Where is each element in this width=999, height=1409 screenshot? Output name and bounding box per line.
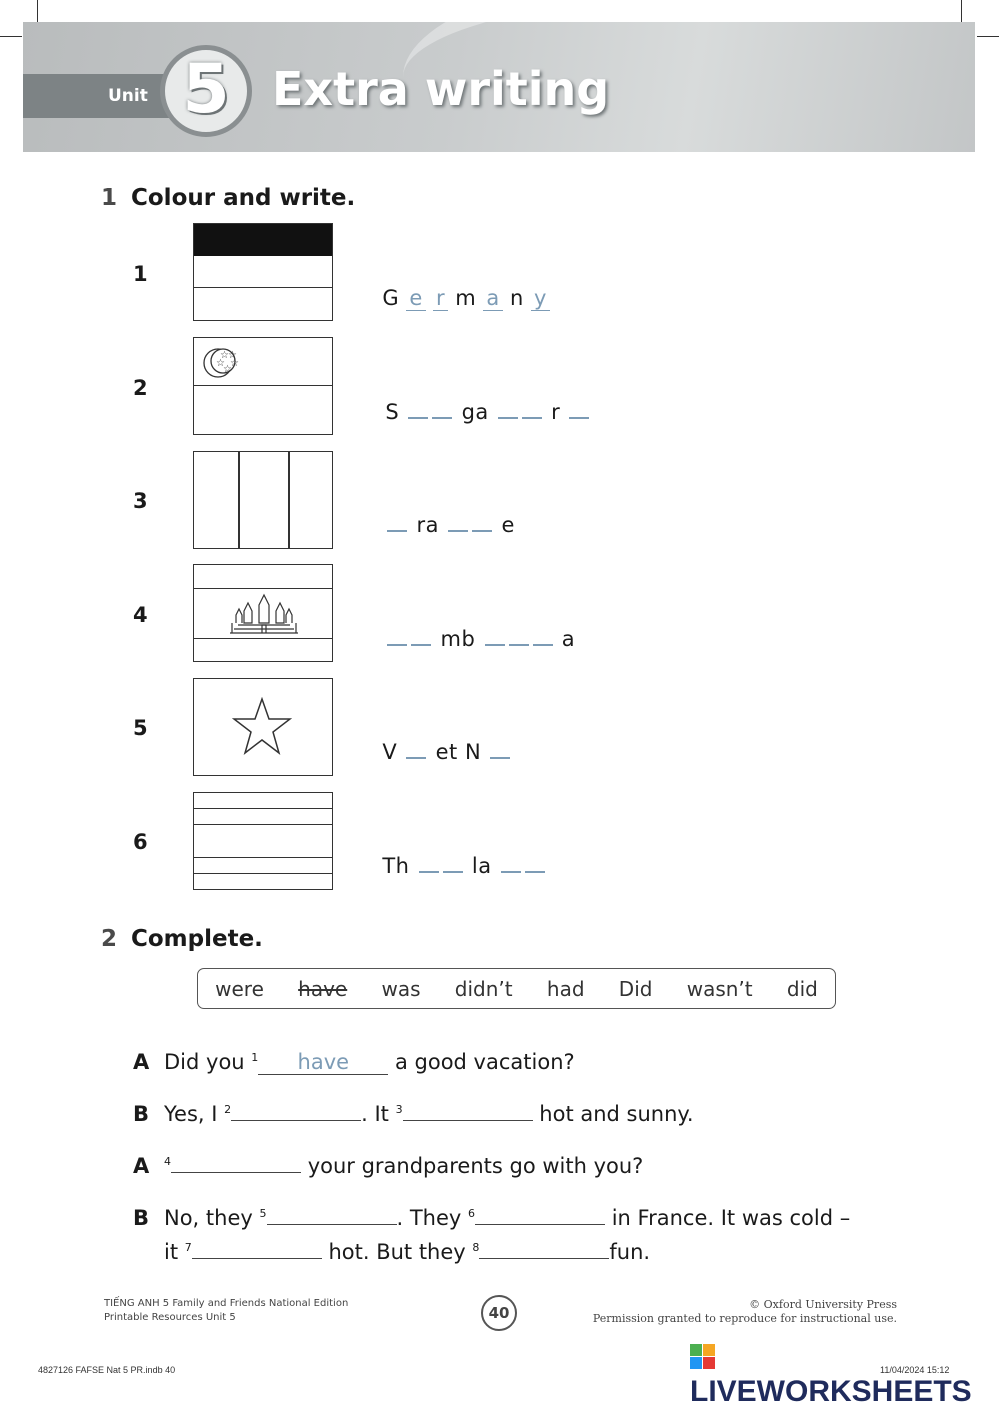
liveworksheets-icon [690,1344,716,1370]
blank[interactable] [448,526,468,532]
answer-input[interactable] [192,1240,322,1259]
letter: et N [435,740,482,764]
footer-line: Permission granted to reproduce for instructional use. [592,1312,897,1325]
answer-input[interactable] [231,1102,361,1121]
svg-text:☆: ☆ [220,350,229,361]
letter: V [382,740,398,764]
word-bank-item: had [546,976,585,1001]
liveworksheets-logo[interactable] [690,1341,999,1409]
letter: mb [440,627,476,651]
germany-flag[interactable] [193,223,333,321]
answer-letter[interactable]: a [483,286,502,311]
section-instruction: Colour and write. [131,185,356,211]
blank[interactable] [387,526,407,532]
answer-input[interactable] [267,1206,397,1225]
dialogue-text: . It [361,1102,389,1126]
blank[interactable] [472,526,492,532]
page-title: Extra writing [272,62,610,116]
letter: ra [416,513,440,537]
blank[interactable] [432,413,452,419]
blank[interactable] [490,753,510,759]
blank[interactable] [406,753,426,759]
word-bank-item: wasn’t [686,976,753,1001]
speaker-label: B [133,1102,150,1126]
gap-number: 1 [251,1051,259,1064]
footer-line: Printable Resources Unit 5 [104,1312,236,1323]
gap-number: 4 [164,1155,171,1168]
blank[interactable] [443,867,463,873]
vietnam-flag[interactable] [193,678,333,776]
footer-line: © Oxford University Press [749,1298,897,1311]
word-singapore [371,376,591,424]
gap-number: 3 [395,1103,403,1116]
blank[interactable] [419,867,439,873]
gap-number: 6 [468,1207,476,1220]
answer-input[interactable] [171,1154,301,1173]
gap-number: 7 [184,1241,192,1254]
answer-input[interactable] [475,1206,605,1225]
dialogue-line [164,1240,650,1264]
thailand-flag[interactable] [193,792,333,890]
svg-text:☆: ☆ [230,358,239,369]
answer-input[interactable] [479,1240,609,1259]
item-number: 5 [133,716,148,740]
section-number: 1 [101,185,118,211]
gap-number: 2 [224,1103,232,1116]
dialogue-text: Did you [164,1050,245,1074]
word-bank-item: Did [618,976,653,1001]
item-number: 6 [133,830,148,854]
word-bank-item: didn’t [454,976,513,1001]
singapore-flag[interactable] [193,337,333,435]
answer-input[interactable] [403,1102,533,1121]
dialogue-line [133,1102,694,1126]
answer-letter[interactable]: e [406,286,425,311]
cambodia-flag[interactable] [193,564,333,662]
speaker-label: A [133,1154,150,1178]
footer-line: TIẾNG ANH 5 Family and Friends National Edition [104,1298,349,1309]
copyright [593,1298,897,1326]
unit-number: 5 [182,50,230,129]
blank[interactable] [525,867,545,873]
blank[interactable] [522,413,542,419]
word-bank-item: were [215,976,264,1001]
blank[interactable] [411,640,431,646]
footer-credits [104,1297,348,1325]
item-number: 4 [133,603,148,627]
word-france [371,489,515,537]
word-bank-item: did [786,976,818,1001]
word-cambodia [371,603,575,651]
word-germany [368,262,550,310]
item-number: 2 [133,376,148,400]
svg-text:☆: ☆ [216,358,225,369]
letter: m [455,286,477,310]
letter: ga [461,400,489,424]
dialogue-text: fun. [609,1240,651,1264]
letter: a [561,627,576,651]
gap-number: 5 [259,1207,267,1220]
answer-input[interactable]: have [258,1050,388,1075]
dialogue-text: . They [396,1206,462,1230]
letter: r [551,400,561,424]
section-number: 2 [101,926,118,952]
section-1-heading [101,185,355,211]
item-number: 1 [133,262,148,286]
speaker-label: A [133,1050,150,1074]
star-icon [232,697,292,757]
blank[interactable] [501,867,521,873]
dialogue-text: Yes, I [164,1102,218,1126]
letter: S [385,400,400,424]
word-vietnam [368,716,512,764]
word-bank-item: was [381,976,421,1001]
unit-label: Unit [108,86,148,106]
blank[interactable] [387,640,407,646]
dialogue-text: in France. It was cold – [611,1206,851,1230]
letter: n [509,286,524,310]
speaker-label: B [133,1206,150,1230]
brand-text: LIVEWORKSHEETS [690,1375,972,1408]
blank[interactable] [509,640,529,646]
item-number: 3 [133,489,148,513]
dialogue-text: hot and sunny. [539,1102,694,1126]
section-instruction: Complete. [131,926,263,952]
word-bank [197,968,836,1009]
blank[interactable] [498,413,518,419]
dialogue-text: it [164,1240,179,1264]
answer-letter[interactable]: r [433,286,448,311]
gap-number: 8 [472,1241,480,1254]
dialogue-line [133,1206,850,1230]
letter: la [471,854,492,878]
answer-letter[interactable]: y [531,286,550,311]
crop-mark [0,36,22,37]
print-slug: 4827126 FAFSE Nat 5 PR.indb 40 [38,1365,176,1375]
dialogue-line [133,1154,643,1178]
crop-mark [977,36,999,37]
blank[interactable] [408,413,428,419]
dialogue-text: hot. But they [328,1240,466,1264]
crop-mark [961,0,962,22]
print-date: 11/04/2024 15:12 [880,1365,950,1375]
france-flag[interactable] [193,451,333,549]
letter: e [501,513,515,537]
letter: G [382,286,400,310]
section-2-heading [101,926,263,952]
blank[interactable] [569,413,589,419]
crescent-stars-icon [200,341,250,385]
page-number: 40 [481,1295,517,1331]
dialogue-text: a good vacation? [394,1050,575,1074]
dialogue-text: No, they [164,1206,253,1230]
dialogue-text: your grandparents go with you? [307,1154,644,1178]
angkor-wat-icon [224,591,304,637]
letter: Th [382,854,410,878]
blank[interactable] [485,640,505,646]
crop-mark [37,0,38,22]
svg-text:☆: ☆ [228,350,237,361]
word-bank-item-used: have [298,976,348,1001]
svg-text:☆: ☆ [223,364,232,375]
dialogue-line [133,1050,575,1075]
word-thailand [368,830,547,878]
blank[interactable] [533,640,553,646]
